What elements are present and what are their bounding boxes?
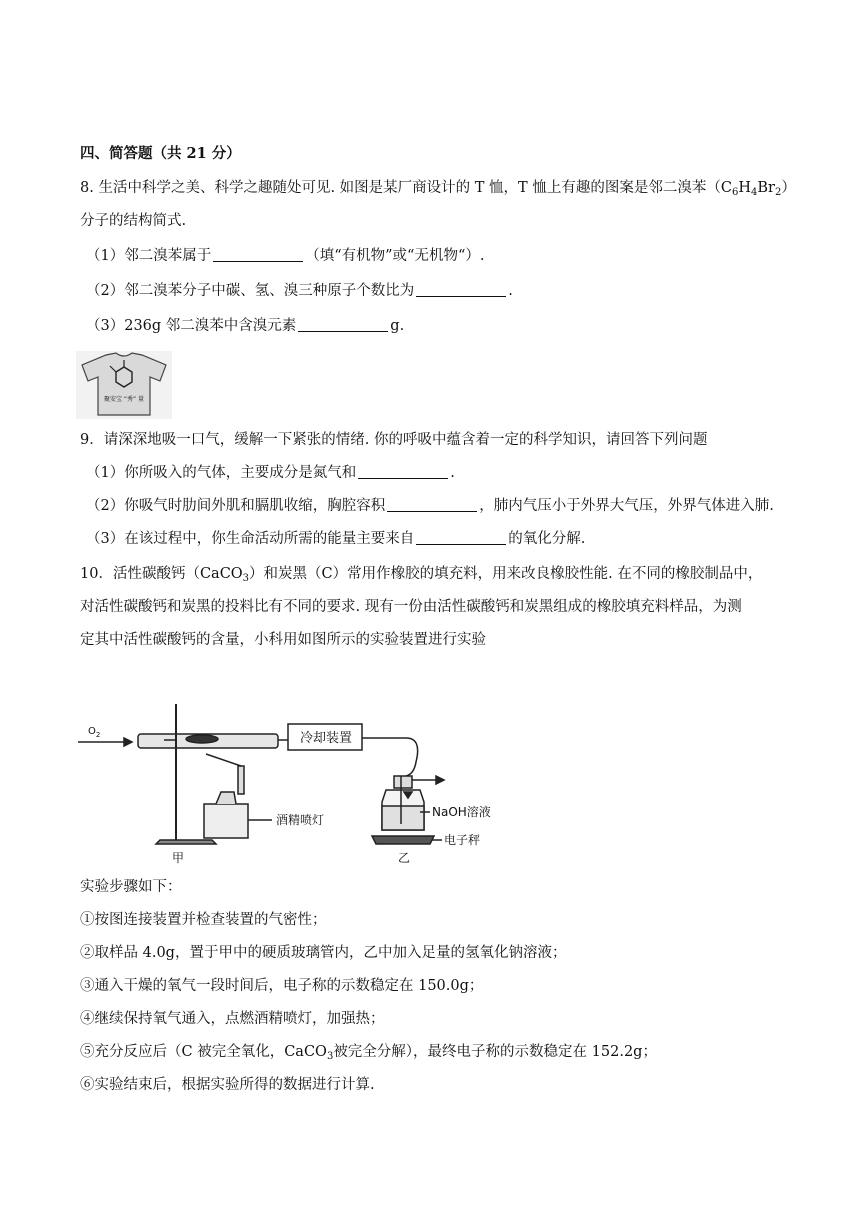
- cooling-label: 冷却装置: [300, 731, 353, 746]
- shirt-text: 聚安宝 “秀” 量: [103, 396, 145, 403]
- steps-title: 实验步骤如下：: [80, 879, 182, 895]
- o2-label: $O_2$: [88, 726, 101, 739]
- step-2: ②取样品 4.0g，置于甲中的硬质玻璃管内，乙中加入足量的氢氧化钠溶液；: [80, 945, 567, 961]
- electronic-scale: [372, 836, 434, 844]
- apparatus-diagram: [76, 694, 500, 866]
- scale-label: 电子秤: [444, 833, 481, 847]
- step-6: ⑥实验结束后，根据实验所得的数据进行计算.: [80, 1077, 375, 1093]
- step-3: ③通入干燥的氧气一段时间后，电子称的示数稳定在 150.0g；: [80, 978, 484, 994]
- q10-stem-line1: 10．活性碳酸钙（CaCO$_3$）和炭黑（C）常用作橡胶的填充料，用来改良橡胶性能. 在不同的橡胶制品中，: [80, 566, 763, 584]
- q8-stem-line1: 8. 生活中科学之美、科学之趣随处可见. 如图是某厂商设计的 T 恤，T 恤上有趣的图案是邻二溴苯$(C_6H_4Br_2)$: [80, 180, 796, 198]
- q10-stem-line3: 定其中活性碳酸钙的含量，小科用如图所示的实验装置进行实验: [80, 632, 486, 648]
- yi-label: 乙: [398, 851, 411, 865]
- step-5: ⑤充分反应后（C 被完全氧化，CaCO$_3$被完全分解），最终电子称的示数稳定在 152.2g；: [80, 1044, 657, 1062]
- q8-part3: （3）236g 邻二溴苯中含溴元素 g.: [86, 318, 405, 334]
- q8-part2: （2）邻二溴苯分子中碳、氢、溴三种原子个数比为 .: [86, 283, 513, 299]
- q9-part2: （2）你吸气时肋间外肌和膈肌收缩，胸腔容积 ，肺内气压小于外界大气压，外界气体进入肺.: [86, 498, 774, 514]
- answer-blank[interactable]: [416, 530, 506, 545]
- answer-blank[interactable]: [358, 464, 448, 479]
- section-title: 四、简答题（共 21 分）: [80, 145, 241, 162]
- tshirt-image: [76, 351, 172, 419]
- alcohol-lamp: [204, 804, 248, 838]
- naoh-label: NaOH溶液: [432, 805, 491, 819]
- q10-stem-line2: 对活性碳酸钙和炭黑的投料比有不同的要求. 现有一份由活性碳酸钙和炭黑组成的橡胶填充料样品，为测: [80, 599, 742, 615]
- answer-blank[interactable]: [416, 282, 506, 297]
- q9-stem: 9．请深深地吸一口气，缓解一下紧张的情绪. 你的呼吸中蕴含着一定的科学知识，请回答下列问题: [80, 432, 708, 448]
- q8-part1: （1）邻二溴苯属于 （填“有机物”或“无机物“）.: [86, 248, 485, 264]
- step-1: ①按图连接装置并检查装置的气密性；: [80, 912, 327, 928]
- q8-stem-line2: 分子的结构简式.: [80, 213, 187, 229]
- lamp-label: 酒精喷灯: [276, 813, 325, 827]
- answer-blank[interactable]: [387, 497, 477, 512]
- q9-part3: （3）在该过程中，你生命活动所需的能量主要来自 的氧化分解.: [86, 531, 586, 547]
- answer-blank[interactable]: [213, 247, 303, 262]
- jia-label: 甲: [172, 851, 185, 865]
- step-4: ④继续保持氧气通入，点燃酒精喷灯，加强热；: [80, 1011, 385, 1027]
- q9-part1: （1）你所吸入的气体，主要成分是氮气和 .: [86, 465, 455, 481]
- answer-blank[interactable]: [298, 317, 388, 332]
